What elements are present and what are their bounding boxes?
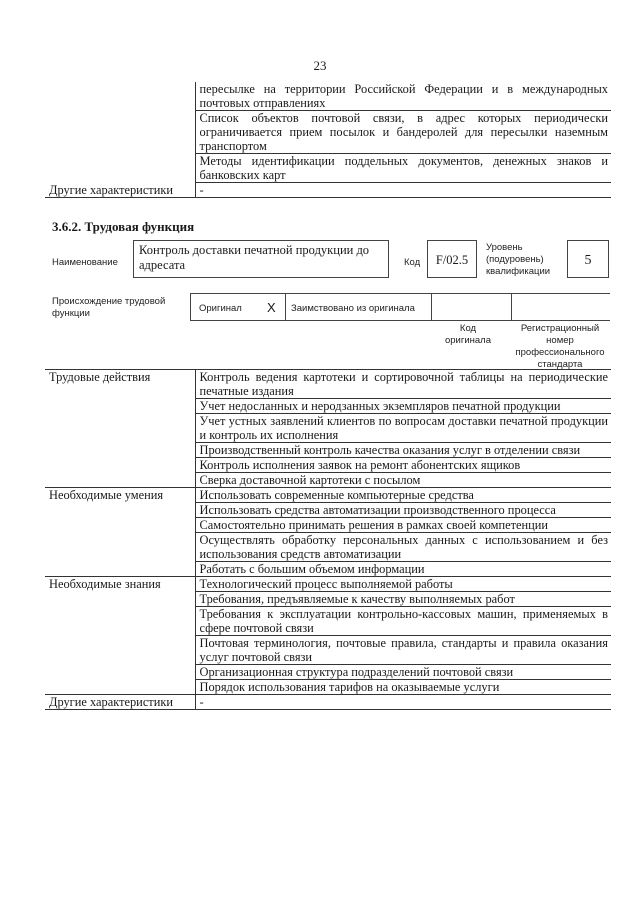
table-row: Сверка доставочной картотеки с посылом [195, 473, 611, 488]
top-table-row: Методы идентификации поддельных документов, денежных знаков и банковских карт [195, 154, 611, 183]
origin-label: Происхождение трудовой функции [52, 296, 166, 319]
table-row: Требования, предъявляемые к качеству выполняемых работ [195, 592, 611, 607]
code-box [427, 240, 477, 278]
original-label: Оригинал [199, 303, 242, 314]
level-label: Уровень (подуровень) квалификации [486, 242, 551, 277]
other-label: Другие характеристики [45, 695, 195, 710]
code-label: Код [404, 257, 421, 268]
table-row: Учет недосланных и неродзанных экземпляров печатной продукции [195, 399, 611, 414]
table-row: Самостоятельно принимать решения в рамках своей компетенции [195, 518, 611, 533]
table-row: Контроль ведения картотеки и сортировочной таблицы на периодические печатные издания [195, 370, 611, 399]
top-table [45, 82, 611, 198]
table-row: Почтовая терминология, почтовые правила, стандарты и правила оказания услуг почтовой связи [195, 636, 611, 665]
origin-row [190, 293, 610, 321]
group-label: Трудовые действия [45, 370, 195, 488]
table-row: Контроль исполнения заявок на ремонт абонентских ящиков [195, 458, 611, 473]
divider [431, 294, 432, 320]
table-row: Использовать средства автоматизации производственного процесса [195, 503, 611, 518]
top-table-label-cell [45, 82, 195, 183]
section-title: 3.6.2. Трудовая функция [52, 219, 195, 234]
table-row: Требования к эксплуатации контрольно-кассовых машин, применяемых в сфере почтовой связи [195, 607, 611, 636]
other-value: - [195, 695, 611, 710]
table-row: Производственный контроль качества оказания услуг в отделении связи [195, 443, 611, 458]
page-number: 23 [313, 58, 327, 73]
borrowed-label: Заимствовано из оригинала [291, 303, 415, 314]
name-label: Наименование [52, 257, 118, 268]
top-other-value: - [195, 183, 611, 198]
level-box [567, 240, 609, 278]
table-row: Технологический процесс выполняемой работы [195, 577, 611, 592]
code-value: F/02.5 [435, 253, 469, 267]
group-label: Необходимые умения [45, 488, 195, 577]
table-row: Использовать современные компьютерные средства [195, 488, 611, 503]
original-mark: X [267, 300, 276, 315]
top-other-label: Другие характеристики [45, 183, 195, 198]
table-row: Осуществлять обработку персональных данных с использованием и без использования средств автоматизации [195, 533, 611, 562]
function-name-box [133, 240, 389, 278]
top-table-row: пересылке на территории Российской Федерации и в международных почтовых отправлениях [195, 82, 611, 111]
top-table-row: Список объектов почтовой связи, в адрес которых периодически ограничивается прием посылок и бандеролей для пересылки наземным транспортом [195, 111, 611, 154]
divider [285, 294, 286, 320]
group-label: Необходимые знания [45, 577, 195, 695]
table-row: Работать с большим объемом информации [195, 562, 611, 577]
table-row: Учет устных заявлений клиентов по вопросам доставки печатной продукции и контроль их исполнения [195, 414, 611, 443]
table-row: Порядок использования тарифов на оказываемые услуги [195, 680, 611, 695]
level-value: 5 [584, 253, 592, 268]
main-table [45, 369, 611, 710]
table-row: Организационная структура подразделений почтовой связи [195, 665, 611, 680]
function-name: Контроль доставки печатной продукции до адресата [139, 243, 370, 272]
divider [511, 294, 512, 320]
reg-number-caption: Регистрационный номер профессионального стандарта [515, 323, 605, 370]
code-original-caption: Код оригинала [444, 323, 491, 346]
